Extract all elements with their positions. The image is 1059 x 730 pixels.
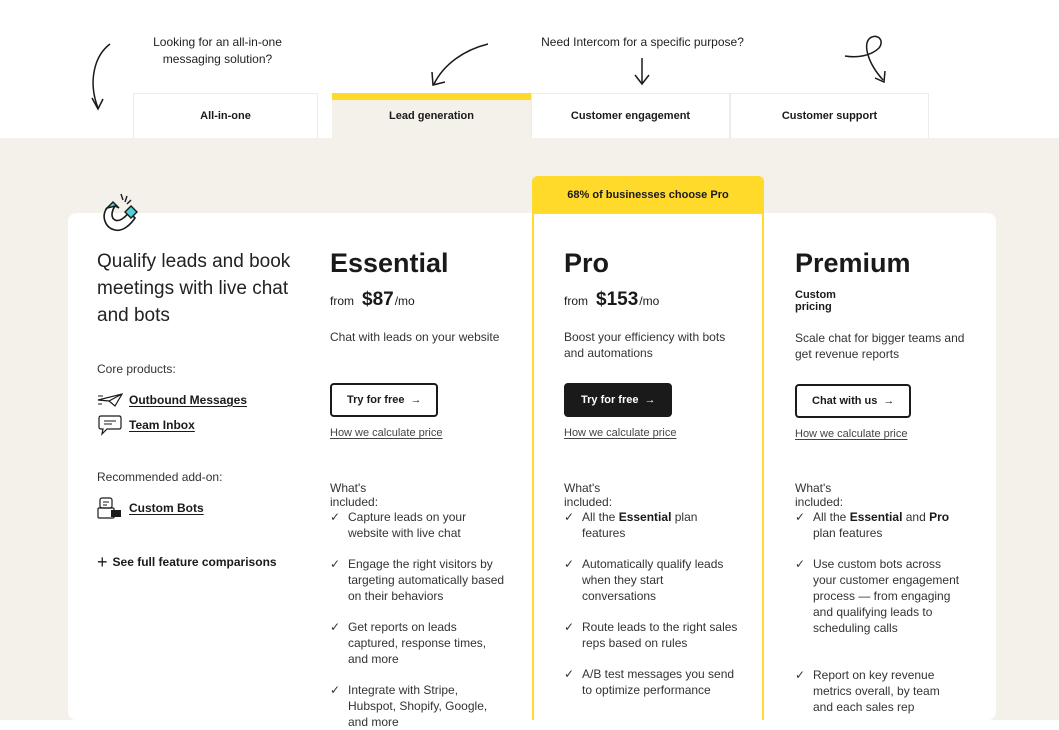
pro-popular-badge: 68% of businesses choose Pro (532, 176, 764, 214)
feature-item (564, 556, 739, 604)
feature-text: All the (582, 510, 616, 524)
check-icon: ✓ (564, 510, 575, 524)
pro-calculate-price-link[interactable]: How we calculate price (564, 427, 677, 439)
custom-pricing-label: Custom pricing (795, 289, 836, 313)
price-amount: $153 (596, 289, 639, 310)
check-icon: ✓ (330, 620, 341, 634)
plan-description: Scale chat for bigger teams and get revenue reports (795, 331, 965, 361)
arrow-right-icon: → (410, 394, 422, 406)
feature-text: Report on key revenue metrics overall, by team and each sales rep (813, 668, 940, 714)
hint-all-in-one: Looking for an all-in-one messaging solution? (153, 35, 282, 66)
outbound-messages-link[interactable]: Outbound Messages (129, 393, 248, 407)
feature-item (795, 509, 970, 541)
see-feature-comparisons-link[interactable] (97, 552, 277, 572)
pro-try-free-button[interactable] (564, 383, 672, 417)
feature-bold: Pro (929, 510, 950, 524)
product-custom-bots[interactable] (97, 498, 204, 518)
feature-text: plan features (582, 510, 698, 540)
feature-text: Route leads to the right sales reps based on rules (582, 620, 738, 650)
price-prefix: from (564, 294, 588, 308)
included-label: What's included: (330, 481, 379, 509)
feature-item (564, 509, 739, 541)
feature-text: Engage the right visitors by targeting automatically based on their behaviors (348, 557, 505, 603)
check-icon: ✓ (564, 667, 575, 681)
plan-price (564, 289, 659, 311)
plan-name: Essential (330, 248, 449, 278)
hand-drawn-loop-arrow-icon (843, 34, 891, 86)
chat-bubble-icon (97, 415, 123, 435)
hand-drawn-arrow-icon (428, 42, 492, 90)
button-label: Try for free (347, 394, 405, 406)
intro-title: Qualify leads and book meetings with live chat and bots (97, 251, 291, 326)
plan-name: Premium (795, 248, 911, 278)
feature-item (795, 556, 960, 636)
feature-item (330, 619, 505, 667)
feature-text: Capture leads on your website with live chat (348, 510, 467, 540)
check-icon: ✓ (795, 510, 806, 524)
price-period: /mo (639, 294, 660, 308)
check-icon: ✓ (564, 620, 575, 634)
check-icon: ✓ (795, 668, 806, 682)
feature-item (564, 619, 739, 651)
plus-icon: + (97, 552, 108, 572)
included-label: What's included: (795, 481, 844, 509)
feature-item (795, 667, 960, 715)
button-label: Chat with us (812, 395, 878, 407)
feature-text: and (905, 510, 926, 524)
premium-chat-button[interactable] (795, 384, 911, 418)
feature-text: plan features (813, 526, 883, 540)
feature-item (330, 509, 505, 541)
plan-description: Boost your efficiency with bots and automations (564, 330, 726, 360)
plan-category-tabs (133, 93, 929, 138)
essential-try-free-button[interactable] (330, 383, 438, 417)
feature-text: Integrate with Stripe, Hubspot, Shopify, Google, and more (348, 683, 488, 729)
feature-bold: Essential (618, 510, 672, 524)
core-products-label: Core products: (97, 362, 176, 376)
check-icon: ✓ (795, 557, 806, 571)
product-outbound-messages[interactable] (97, 390, 247, 410)
feature-item (330, 556, 505, 604)
feature-text: A/B test messages you send to optimize performance (582, 667, 735, 697)
custom-bots-link[interactable]: Custom Bots (129, 501, 204, 515)
tab-customer-support[interactable]: Customer support (730, 93, 929, 138)
top-section (0, 0, 1059, 138)
feature-item (564, 666, 739, 698)
magnet-icon (97, 190, 141, 234)
button-label: Try for free (581, 394, 639, 406)
tab-all-in-one[interactable]: All-in-one (133, 93, 318, 138)
premium-calculate-price-link[interactable]: How we calculate price (795, 428, 908, 440)
product-team-inbox[interactable] (97, 415, 195, 435)
price-amount: $87 (362, 289, 394, 310)
hint-specific-purpose: Need Intercom for a specific purpose? (541, 35, 744, 49)
hand-drawn-arrow-icon (632, 56, 652, 86)
tab-customer-engagement[interactable]: Customer engagement (531, 93, 730, 138)
check-icon: ✓ (330, 557, 341, 571)
feature-text: Automatically qualify leads when they start conversations (582, 557, 724, 603)
bot-icon (97, 498, 123, 518)
check-icon: ✓ (564, 557, 575, 571)
plan-name: Pro (564, 248, 610, 278)
feature-text: All the (813, 510, 847, 524)
addon-label: Recommended add-on: (97, 470, 223, 484)
feature-bold: Essential (849, 510, 903, 524)
feature-item (330, 682, 505, 730)
check-icon: ✓ (330, 683, 341, 697)
tab-lead-generation[interactable]: Lead generation (332, 93, 531, 138)
team-inbox-link[interactable]: Team Inbox (129, 418, 195, 432)
price-prefix: from (330, 294, 354, 308)
plan-price (330, 289, 415, 311)
price-period: /mo (394, 294, 415, 308)
compare-label: See full feature comparisons (112, 555, 277, 569)
plan-description: Chat with leads on your website (330, 330, 500, 344)
hand-drawn-arrow-icon (88, 42, 116, 112)
feature-text: Get reports on leads captured, response times, and more (348, 620, 487, 666)
paper-plane-icon (97, 390, 123, 410)
arrow-right-icon: → (883, 395, 895, 407)
feature-text: Use custom bots across your customer engagement process — from engaging and qualifying leads to scheduling calls (813, 557, 960, 635)
arrow-right-icon: → (644, 394, 656, 406)
check-icon: ✓ (330, 510, 341, 524)
included-label: What's included: (564, 481, 613, 509)
essential-calculate-price-link[interactable]: How we calculate price (330, 427, 443, 439)
